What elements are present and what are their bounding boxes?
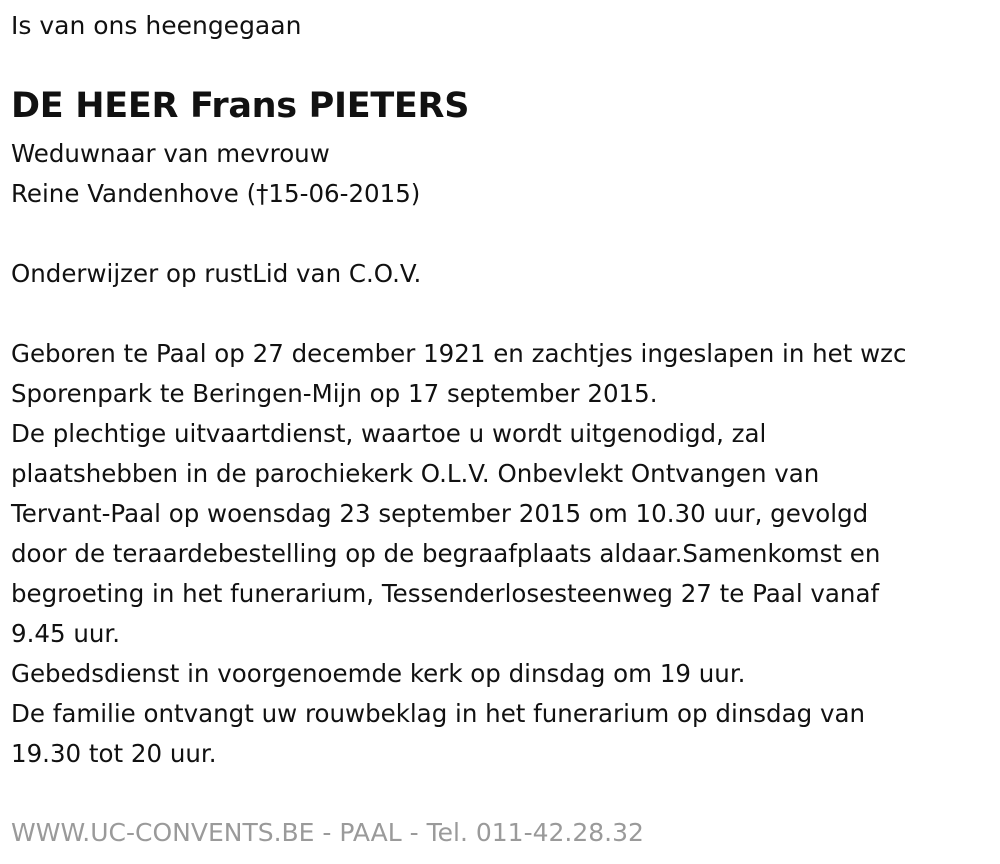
intro-text: Is van ons heengegaan [11,11,302,40]
body-line: De familie ontvangt uw rouwbeklag in het funerarium op dinsdag van [11,699,865,728]
footer-contact: WWW.UC-CONVENTS.BE - PAAL - Tel. 011-42.28.32 [11,818,644,847]
body-line: 9.45 uur. [11,619,121,648]
body-line: Gebedsdienst in voorgenoemde kerk op dinsdag om 19 uur. [11,659,746,688]
body-line: door de teraardebestelling op de begraafplaats aldaar.Samenkomst en [11,539,881,568]
spouse-line-1: Weduwnaar van mevrouw [11,139,330,168]
body-line: begroeting in het funerarium, Tessenderlosesteenweg 27 te Paal vanaf [11,579,880,608]
body-line: De plechtige uitvaartdienst, waartoe u wordt uitgenodigd, zal [11,419,767,448]
body-line: 19.30 tot 20 uur. [11,739,217,768]
body-line: Tervant-Paal op woensdag 23 september 2015 om 10.30 uur, gevolgd [11,499,869,528]
body-line: Sporenpark te Beringen-Mijn op 17 september 2015. [11,379,658,408]
occupation-line: Onderwijzer op rustLid van C.O.V. [11,259,422,288]
body-line: plaatshebben in de parochiekerk O.L.V. Onbevlekt Ontvangen van [11,459,820,488]
spouse-line-2: Reine Vandenhove (†15-06-2015) [11,179,421,208]
body-line: Geboren te Paal op 27 december 1921 en zachtjes ingeslapen in het wzc [11,339,907,368]
deceased-name: DE HEER Frans PIETERS [11,86,470,126]
